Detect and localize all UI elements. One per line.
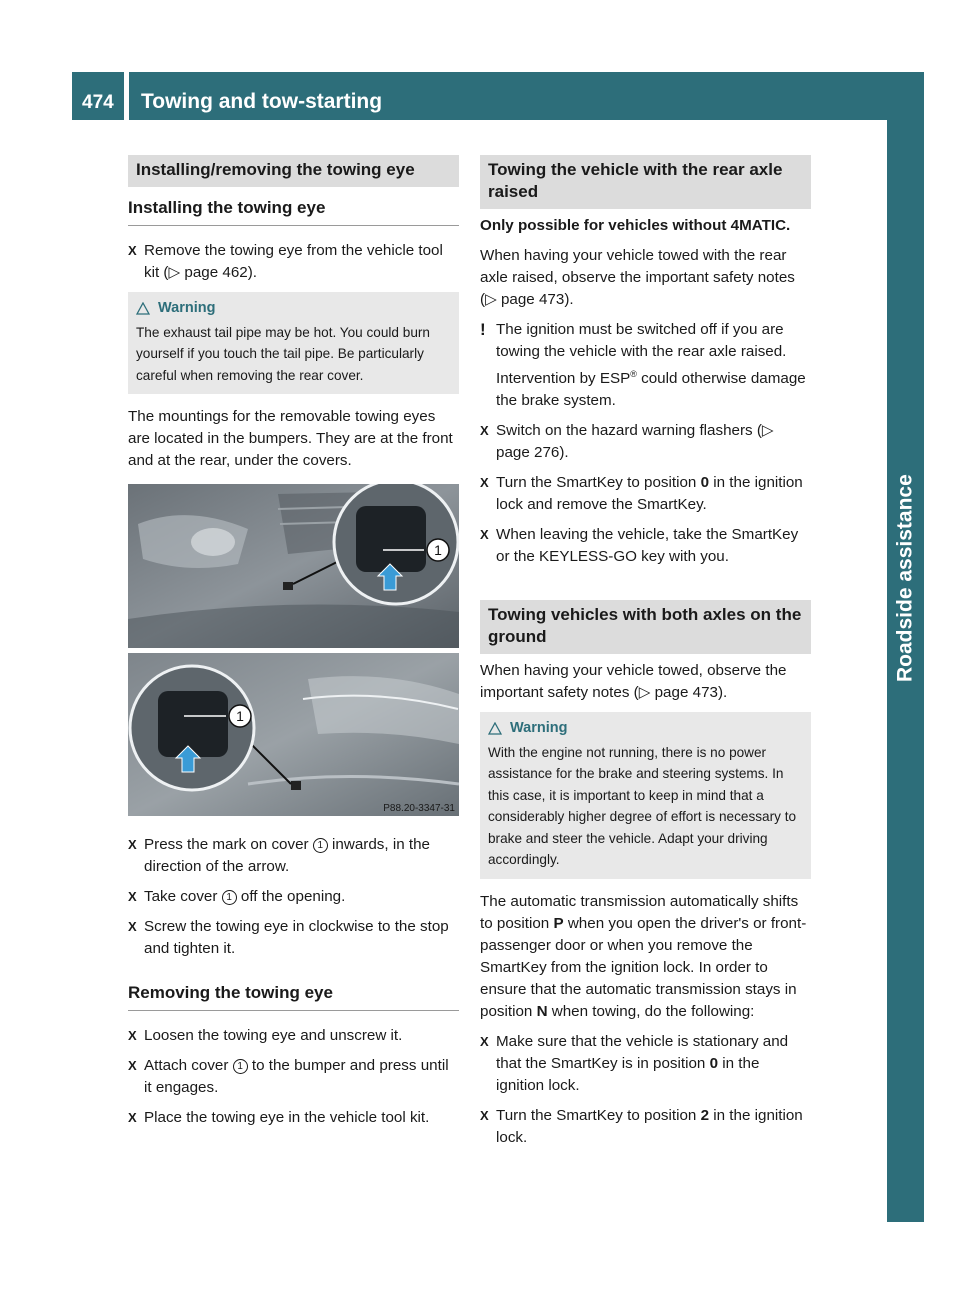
bullet-icon: X bbox=[128, 1110, 137, 1125]
list-item: X Screw the towing eye in clockwise to the stop and tighten it. bbox=[128, 918, 449, 957]
callout-marker: 1 bbox=[236, 708, 244, 724]
page-ref-icon: ▷ bbox=[168, 264, 181, 281]
callout-marker: 1 bbox=[434, 542, 442, 558]
left-column bbox=[128, 155, 459, 1137]
warning-header: Warning bbox=[136, 298, 451, 320]
list-item: X Take cover 1 off the opening. bbox=[128, 886, 459, 908]
both-axles-paragraph: When having your vehicle towed, observe the important safety notes (▷ page 473). bbox=[480, 662, 787, 702]
list-item: X Attach cover 1 to the bumper and press until it engages. bbox=[128, 1057, 449, 1096]
only-possible-note: Only possible for vehicles without 4MATIC. bbox=[480, 217, 791, 234]
bullet-icon: X bbox=[128, 1058, 137, 1073]
bullet-icon: X bbox=[480, 475, 489, 491]
page-number: 474 bbox=[72, 72, 124, 120]
warning-header: Warning bbox=[488, 718, 803, 740]
page-ref-icon: ▷ bbox=[638, 684, 651, 702]
page-ref-icon: ▷ bbox=[761, 422, 774, 440]
list-item: X Switch on the hazard warning flashers (▷ page 276). bbox=[480, 422, 774, 462]
removing-heading: Removing the towing eye bbox=[128, 978, 459, 1011]
list-item: X Loosen the towing eye and unscrew it. bbox=[128, 1025, 459, 1047]
warning-box bbox=[128, 292, 459, 394]
photo-code: P88.20-3347-31 bbox=[383, 803, 455, 814]
section-title-both-axles: Towing vehicles with both axles on the ground bbox=[480, 600, 811, 654]
callout-icon: 1 bbox=[233, 1059, 248, 1074]
bullet-icon: X bbox=[128, 889, 137, 904]
list-item: X Place the towing eye in the vehicle tool kit. bbox=[128, 1107, 459, 1129]
callout-icon: 1 bbox=[222, 890, 237, 905]
warning-text: The exhaust tail pipe may be hot. You could burn yourself if you touch the tail pipe. Be particularly careful when removing the rear cover. bbox=[136, 324, 430, 383]
side-tab-marker bbox=[887, 1163, 924, 1222]
bullet-icon: X bbox=[128, 837, 137, 852]
side-section-label: Roadside assistance bbox=[893, 474, 917, 682]
bullet-icon: X bbox=[128, 1028, 137, 1043]
bullet-icon: X bbox=[480, 1107, 489, 1123]
chapter-title: Towing and tow-starting bbox=[129, 72, 888, 120]
mountings-paragraph: The mountings for the removable towing eyes are located in the bumpers. They are at the front and at the rear, under the covers. bbox=[128, 408, 453, 469]
list-item: X Turn the SmartKey to position 0 in the ignition lock and remove the SmartKey. bbox=[480, 474, 803, 514]
warning-box bbox=[480, 712, 811, 879]
callout-icon: 1 bbox=[313, 838, 328, 853]
warning-text: With the engine not running, there is no power assistance for the brake and steering systems. In this case, it is important to keep in mind that a considerably higher degree of effort is necessary to brake and steer the vehicle. Adapt your driving accordingly. bbox=[488, 744, 797, 868]
bullet-icon: X bbox=[128, 243, 137, 258]
bullet-icon: X bbox=[480, 423, 489, 439]
exclamation-icon: ! bbox=[480, 320, 486, 339]
bullet-icon: X bbox=[128, 919, 137, 934]
towing-eye-cover-photo bbox=[128, 484, 459, 816]
bullet-icon: X bbox=[480, 527, 489, 543]
list-item: X Make sure that the vehicle is stationary and that the SmartKey is in position 0 in the ignition lock. bbox=[480, 1032, 789, 1094]
warning-triangle-icon bbox=[136, 302, 150, 315]
right-column bbox=[480, 155, 811, 1157]
automatic-transmission-paragraph: The automatic transmission automatically shifts to position P when you open the driver's or front-passenger door or when you remove the SmartKey from the ignition lock. In order to ensure that the automatic transmission stays in position N when towing, do the following: bbox=[480, 892, 807, 1020]
list-item: X Remove the towing eye from the vehicle tool kit (▷ page 462). bbox=[128, 242, 443, 281]
bullet-icon: X bbox=[480, 1033, 489, 1049]
list-item: X When leaving the vehicle, take the SmartKey or the KEYLESS-GO key with you. bbox=[480, 526, 799, 566]
warning-triangle-icon bbox=[488, 722, 502, 735]
ignition-notice: ! The ignition must be switched off if you are towing the vehicle with the rear axle raised. Intervention by ESP® could otherwise damage the brake system. bbox=[480, 320, 806, 410]
rear-axle-paragraph: When having your vehicle towed with the rear axle raised, observe the important safety notes (▷ page 473). bbox=[480, 247, 795, 308]
list-item: X Press the mark on cover 1 inwards, in the direction of the arrow. bbox=[128, 836, 430, 875]
page-ref-icon: ▷ bbox=[485, 291, 497, 308]
list-item: X Turn the SmartKey to position 2 in the ignition lock. bbox=[480, 1106, 803, 1146]
installing-heading: Installing the towing eye bbox=[128, 193, 459, 226]
section-title-towing-eye: Installing/removing the towing eye bbox=[128, 155, 459, 187]
section-title-rear-axle: Towing the vehicle with the rear axle raised bbox=[480, 155, 811, 209]
